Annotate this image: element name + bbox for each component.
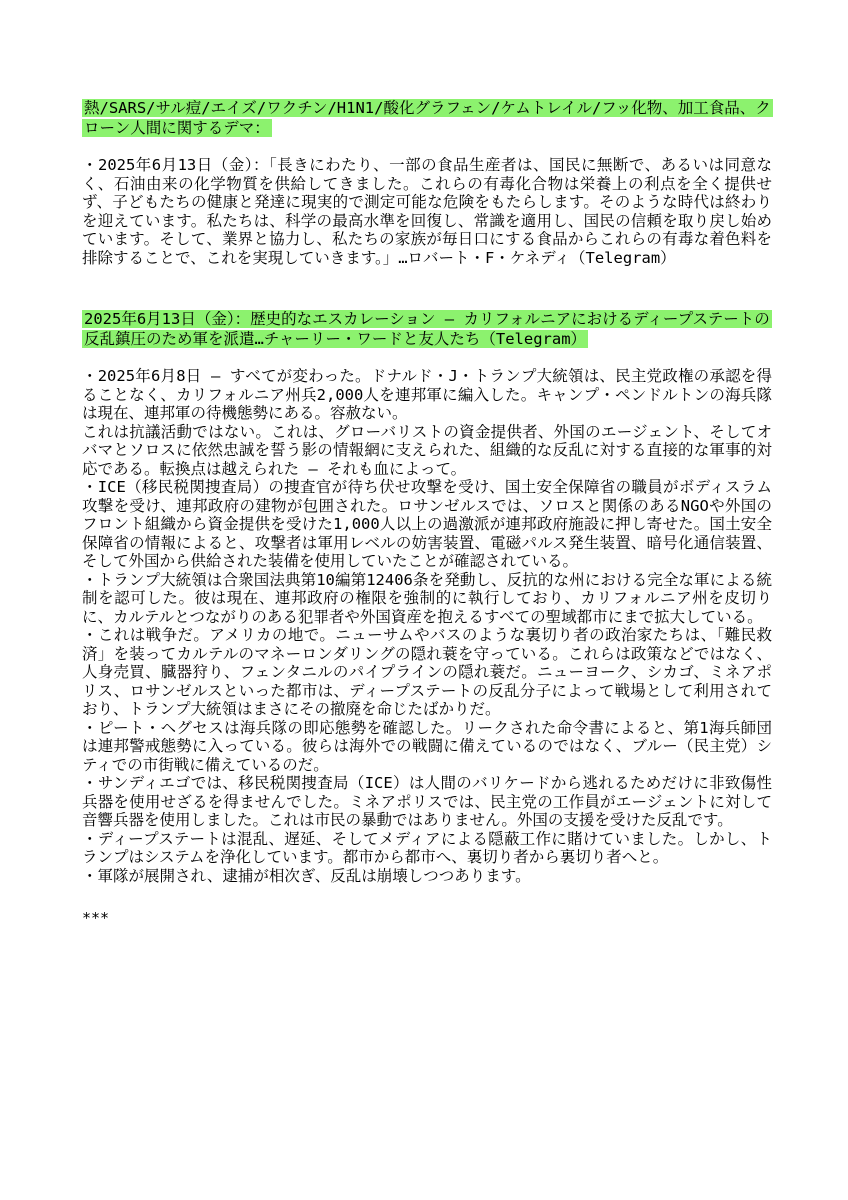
section1-body: ・2025年6月13日（金）：「長きにわたり、一部の食品生産者は、国民に無断で、あるいは同意なく、石油由来の化学物質を供給してきました。これらの有毒化合物は栄養上の利点を全く提供せず、子どもたちの健康と発達に現実的で測定可能な危険をもたらします。そのような時代は終わりを迎えています。私たちは、科学の最高水準を回復し、常識を適用し、国民の信頼を取り戻し始めています。そして、業界と協力し、私たちの家族が毎日口にする食品からこれらの有毒な着色料を排除することで、これを実現していきます。」…ロバート・F・ケネディ（Telegram） — [82, 156, 772, 267]
section2-paragraph: ・ICE（移民税関捜査局）の捜査官が待ち伏せ攻撃を受け、国土安全保障省の職員がボディスラム攻撃を受け、連邦政府の建物が包囲された。ロサンゼルスでは、ソロスと関係のあるNGOや外国のフロント組織から資金提供を受けた1,000人以上の過激派が連邦政府施設に押し寄せた。国土安全保障省の情報によると、攻撃者は軍用レベルの妨害装置、電磁パルス発生装置、暗号化通信装置、そして外国から供給された装備を使用していたことが確認されている。 — [82, 478, 772, 570]
section2-paragraph: ・軍隊が展開され、逮捕が相次ぎ、反乱は崩壊しつつあります。 — [82, 866, 531, 885]
section1-heading-text: 熱/SARS/サル痘/エイズ/ワクチン/H1N1/酸化グラフェン/ケムトレイル/フッ化物、加工食品、クローン人間に関するデマ： — [84, 99, 771, 137]
section2-paragraph: ・トランプ大統領は合衆国法典第10編第12406条を発動し、反抗的な州における完全な軍による統制を認可した。彼は現在、連邦政府の権限を強制的に執行しており、カリフォルニア州を皮切りに、カルテルとつながりのある犯罪者や外国資産を抱えるすべての聖域都市にまで拡大している。 — [82, 570, 772, 626]
section2-paragraph: ・サンディエゴでは、移民税関捜査局（ICE）は人間のバリケードから逃れるためだけに非致傷性兵器を使用せざるを得ませんでした。ミネアポリスでは、民主党の工作員がエージェントに対して音響兵器を使用しました。これは市民の暴動ではありません。外国の支援を受けた反乱です。 — [82, 774, 772, 829]
section2-paragraph: ・ディープステートは混乱、遅延、そしてメディアによる隠蔽工作に賭けていました。しかし、トランプはシステムを浄化しています。都市から都市へ、裏切り者から裏切り者へと。 — [82, 829, 772, 866]
section2-paragraph: ・2025年6月8日 — すべてが変わった。ドナルド・J・トランプ大統領は、民主党政権の承認を得ることなく、カリフォルニア州兵2,000人を連邦軍に編入した。キャンプ・ペンドルトンの海兵隊は現在、連邦軍の待機態勢にある。容赦ない。 — [82, 367, 772, 422]
document-page — [82, 98, 772, 927]
section2-paragraph: ・これは戦争だ。アメリカの地で。ニューサムやバスのような裏切り者の政治家たちは、「難民救済」を装ってカルテルのマネーロンダリングの隠れ蓑を守っている。これらは政策などではなく、人身売買、臓器狩り、フェンタニルのパイプラインの隠れ蓑だ。ニューヨーク、シカゴ、ミネアポリス、ロサンゼルスといった都市は、ディープステートの反乱分子によって戦場として利用されており、トランプ大統領はまさにその撤廃を命じたばかりだ。 — [82, 626, 772, 718]
section2-paragraph: ・ピート・ヘグセスは海兵隊の即応態勢を確認した。リークされた命令書によると、第1海兵師団は連邦警戒態勢に入っている。彼らは海外での戦闘に備えているのではなく、ブルー（民主党）シティでの市街戦に備えているのだ。 — [82, 718, 772, 774]
section2-heading — [82, 309, 772, 349]
section2-heading-text: 2025年6月13日（金）：歴史的なエスカレーション — カリフォルニアにおけるディープステートの反乱鎮圧のため軍を派遣…チャーリー・ワードと友人たち（Telegram） — [84, 310, 770, 348]
end-mark: *** — [82, 909, 110, 927]
section1-heading — [82, 98, 772, 138]
section2-paragraph: これは抗議活動ではない。これは、グローバリストの資金提供者、外国のエージェント、そしてオバマとソロスに依然忠誠を誓う影の情報網に支えられた、組織的な反乱に対する直接的な軍事的対応である。転換点は越えられた — それも血によって。 — [82, 422, 772, 478]
